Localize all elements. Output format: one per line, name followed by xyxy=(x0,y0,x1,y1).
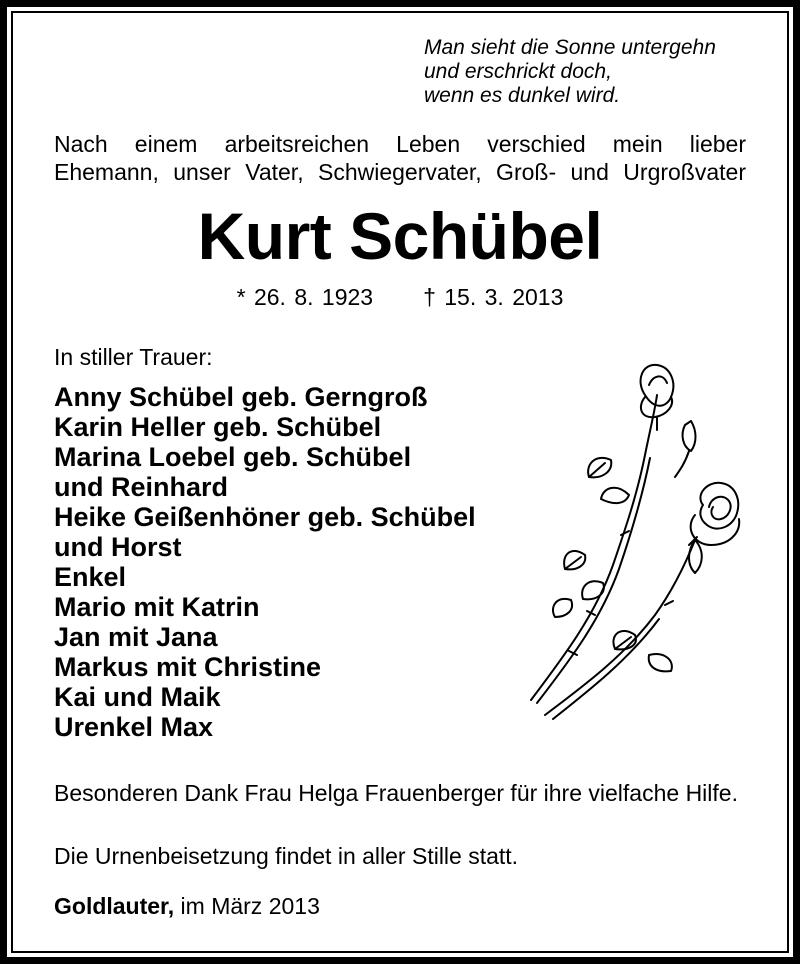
mourner-name: Enkel xyxy=(54,562,127,592)
quote-line: wenn es dunkel wird. xyxy=(424,84,621,107)
birth-date: * 26. 8. 1923 xyxy=(236,284,374,310)
mourner-name: Karin Heller geb. Schübel xyxy=(54,412,382,442)
mourner-name: Urenkel Max xyxy=(54,712,214,742)
mourner-name: Anny Schübel geb. Gerngroß xyxy=(54,382,428,412)
mourning-label: In stiller Trauer: xyxy=(54,344,213,370)
death-date: † 15. 3. 2013 xyxy=(423,284,564,310)
mourner-name: Heike Geißenhöner geb. Schübel xyxy=(54,502,476,532)
mourner-name: Jan mit Jana xyxy=(54,622,218,652)
mourner-name: Kai und Maik xyxy=(54,682,221,712)
quote-line: und erschrickt doch, xyxy=(424,60,612,83)
announcement-date: im März 2013 xyxy=(180,893,320,919)
mourner-name: Marina Loebel geb. Schübel xyxy=(54,442,412,472)
quote-line: Man sieht die Sonne untergehn xyxy=(424,36,716,59)
epigraph-quote xyxy=(424,36,764,108)
announcement-line: Ehemann, unser Vater, Schwiegervater, Groß- und Urgroßvater xyxy=(54,159,746,185)
rose-illustration-icon xyxy=(525,355,765,740)
urn-burial-note: Die Urnenbeisetzung findet in aller Stille statt. xyxy=(54,843,519,869)
mourner-name: Mario mit Katrin xyxy=(54,592,260,622)
life-dates xyxy=(0,284,800,311)
mourners-list xyxy=(54,382,476,742)
announcement-text xyxy=(54,130,746,186)
place-and-date xyxy=(54,893,320,920)
mourner-name: und Horst xyxy=(54,532,182,562)
deceased-name: Kurt Schübel xyxy=(197,199,603,273)
thanks-note: Besonderen Dank Frau Helga Frauenberger für ihre vielfache Hilfe. xyxy=(54,780,738,806)
mourner-name: und Reinhard xyxy=(54,472,228,502)
place-name: Goldlauter, xyxy=(54,893,175,919)
mourner-name: Markus mit Christine xyxy=(54,652,322,682)
announcement-line: Nach einem arbeitsreichen Leben verschied mein lieber xyxy=(54,131,746,157)
